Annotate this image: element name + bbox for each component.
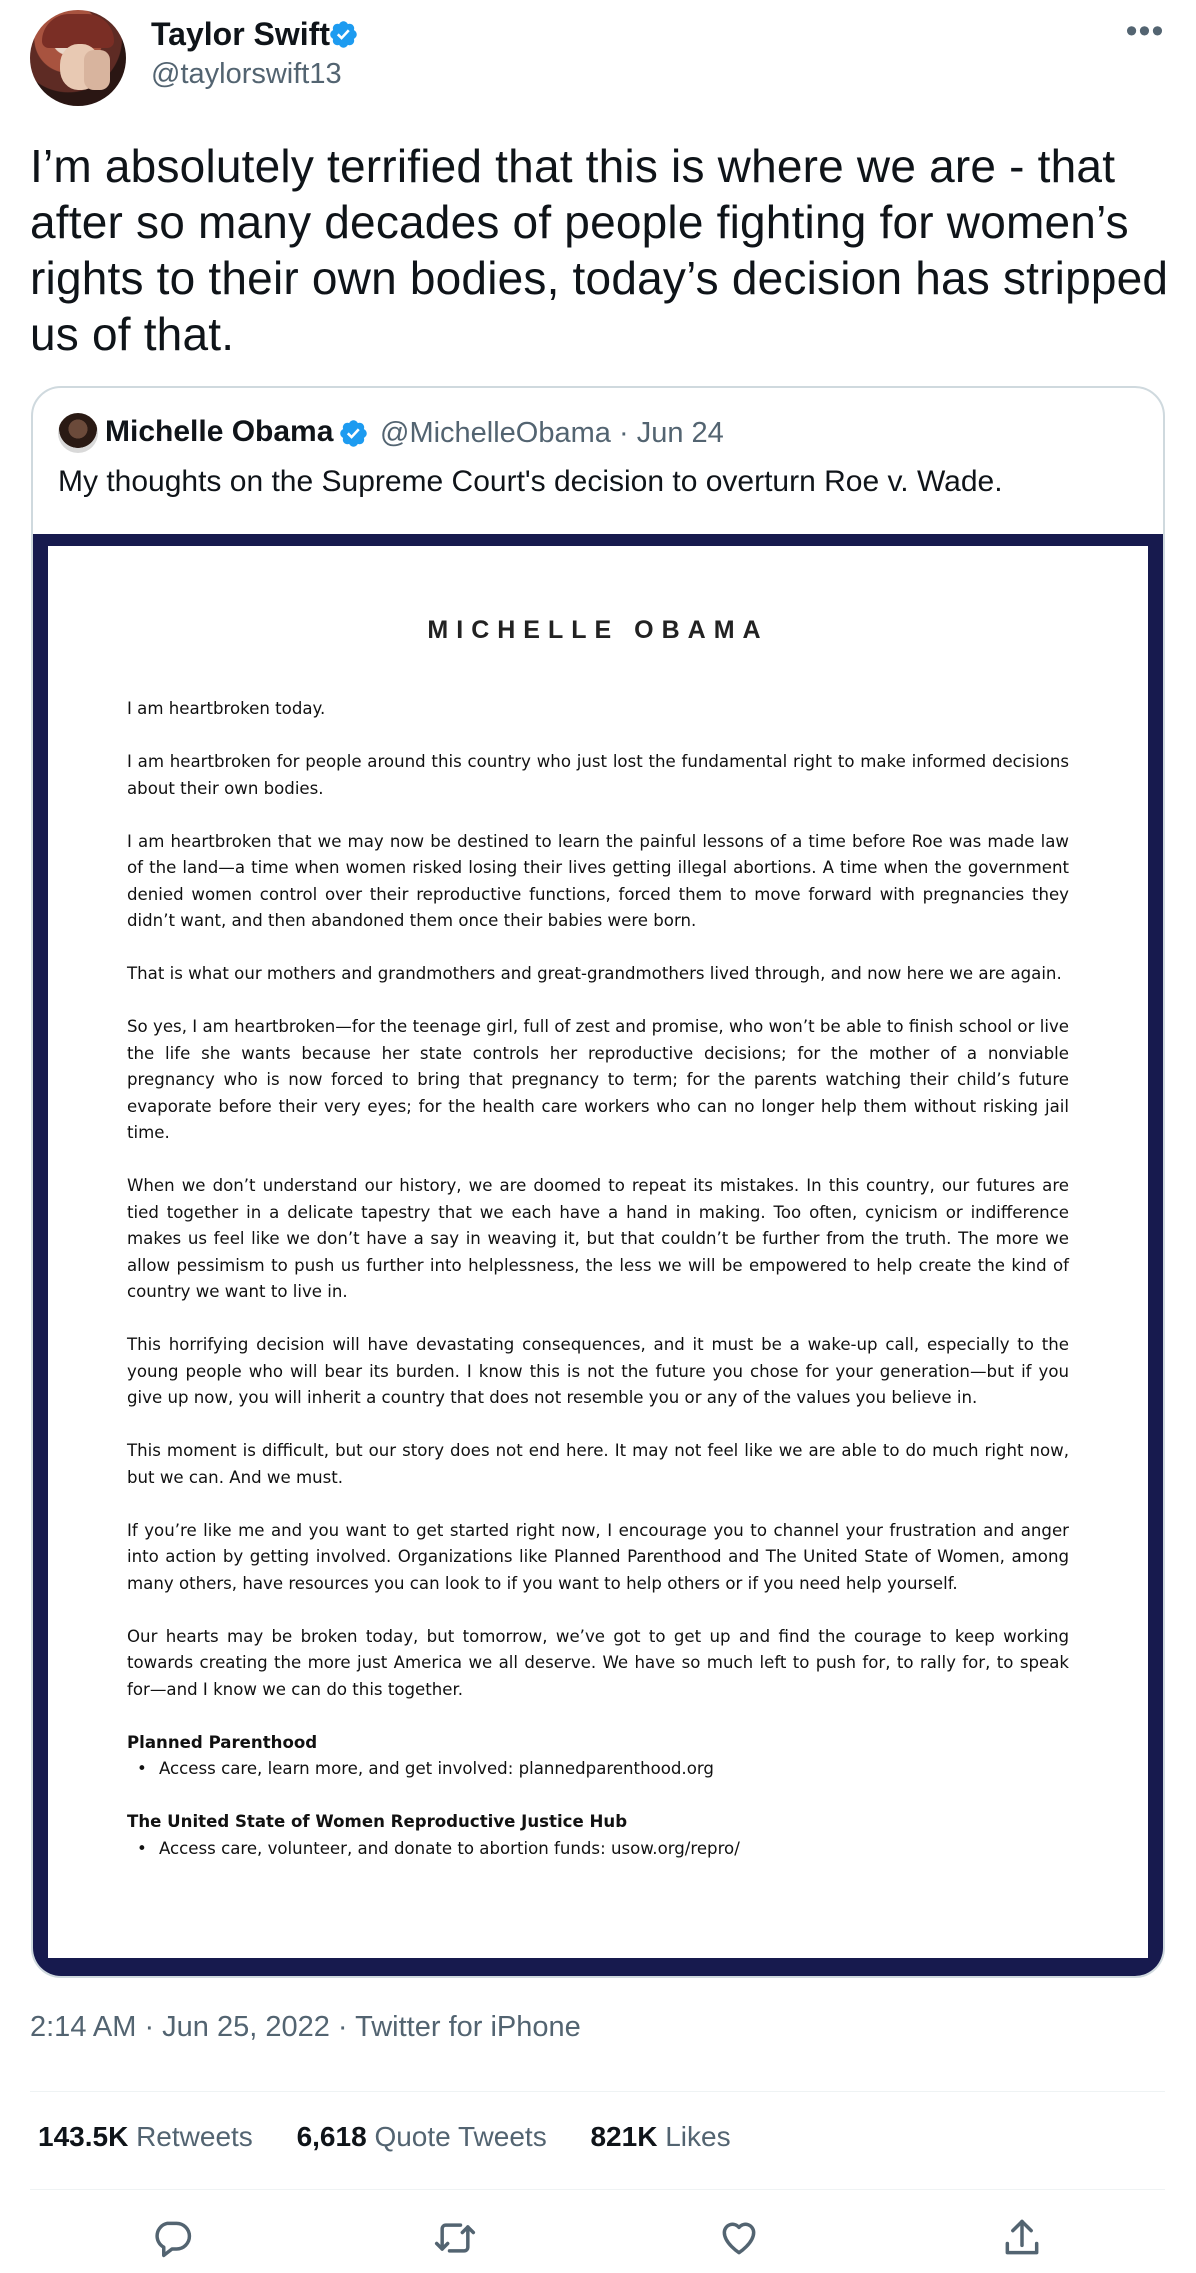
document-paragraph: That is what our mothers and grandmothers and great-grandmothers lived through, and now here we are again. [127,964,1062,983]
quote-author-handle: @MichelleObama [380,417,611,449]
document-body [127,696,1069,1889]
quote-tweets-label: Quote Tweets [374,2121,547,2152]
reply-icon[interactable] [150,2216,194,2260]
retweets-label: Retweets [136,2121,253,2152]
likes-stat[interactable] [590,2121,730,2153]
document-paragraph: I am heartbroken that we may now be destined to learn the painful lessons of a time before Roe was made law of the land—a time when women risked losing their lives getting illegal abortions. A time when the government denied women control over their reproductive functions, forced them to move forward with pregnancies they didn’t want, and then abandoned them once their babies were born. [127,831,1069,930]
meta-separator: · [618,417,637,449]
resource-title: The United State of Women Reproductive Justice Hub [127,1812,628,1831]
divider [30,2189,1165,2190]
quote-date: Jun 24 [636,417,724,449]
quote-meta [380,417,724,450]
likes-count: 821K [590,2121,658,2152]
share-icon[interactable] [1000,2216,1044,2260]
statement-document [48,546,1148,1958]
quote-author-name: Michelle Obama [105,415,334,448]
retweets-stat[interactable] [38,2121,253,2153]
tweet-text: I’m absolutely terrified that this is where we are - that after so many decades of people fighting for women’s rights to their own bodies, today’s decision has stripped us of that. [30,140,1169,360]
verified-badge-icon [328,19,359,50]
verified-badge-icon [338,418,369,449]
quote-tweets-count: 6,618 [296,2121,367,2152]
author-handle[interactable]: @taylorswift13 [151,58,342,90]
quote-avatar [58,413,98,453]
retweet-icon[interactable] [433,2216,477,2260]
resource-item: • Access care, volunteer, and donate to abortion funds: usow.org/repro/ [127,1836,1069,1863]
quote-tweets-stat[interactable] [297,2121,547,2153]
document-paragraph: I am heartbroken for people around this country who just lost the fundamental right to make informed decisions about their own bodies. [127,752,1069,798]
tweet-timestamp[interactable]: 2:14 AM · Jun 25, 2022 · Twitter for iPhone [30,2011,581,2043]
more-icon[interactable]: ••• [1125,12,1165,50]
document-paragraph: So yes, I am heartbroken—for the teenage girl, full of zest and promise, who won’t be able to finish school or live the life she wants because her state controls her reproductive decisions; for the mother of a nonviable pregnancy who is now forced to bring that pregnancy to term; for the parents watching their child’s future evaporate before their very eyes; for the health care workers who can no longer help them without risking jail time. [127,1017,1069,1142]
document-title: MICHELLE OBAMA [427,616,769,644]
likes-label: Likes [665,2121,731,2152]
like-icon[interactable] [717,2216,761,2260]
author-avatar[interactable] [30,10,126,106]
engagement-stats [38,2121,767,2153]
retweets-count: 143.5K [38,2121,129,2152]
document-paragraph: When we don’t understand our history, we are doomed to repeat its mistakes. In this country, our futures are tied together in a delicate tapestry that we each have a hand in making. Too often, cynicism or indifference makes us feel like we don’t have a say in weaving it, but that couldn’t be further from the truth. The more we allow pessimism to push us further into helplessness, the less we will be empowered to help create the kind of country we want to live in. [127,1176,1069,1301]
author-name[interactable]: Taylor Swift [151,16,330,52]
document-paragraph: This horrifying decision will have devastating consequences, and it must be a wake-up call, especially to the young people who will bear its burden. I know this is not the future you chose for your generation—but if you give up now, you will inherit a country that does not resemble you or any of the values you believe in. [127,1335,1069,1407]
document-paragraph: This moment is difficult, but our story does not end here. It may not feel like we are able to do much right now, but we can. And we must. [127,1441,1069,1487]
quote-tweet[interactable] [31,386,1165,1978]
quote-text: My thoughts on the Supreme Court's decision to overturn Roe v. Wade. [58,465,1003,498]
document-paragraph: If you’re like me and you want to get started right now, I encourage you to channel your frustration and anger into action by getting involved. Organizations like Planned Parenthood and The United State of Women, among many others, have resources you can look to if you want to help others or if you need help yourself. [127,1520,1069,1593]
document-paragraph: I am heartbroken today. [127,699,326,718]
resource-title: Planned Parenthood [127,1732,318,1752]
document-paragraph: Our hearts may be broken today, but tomorrow, we’ve got to get up and find the courage to keep working towards creating the more just America we all deserve. We have so much left to push for, to rally for, to speak for—and I know we can do this together. [127,1626,1069,1699]
quote-image[interactable] [33,534,1165,1978]
divider [30,2091,1165,2092]
resource-item: • Access care, learn more, and get involved: plannedparenthood.org [127,1756,1069,1783]
